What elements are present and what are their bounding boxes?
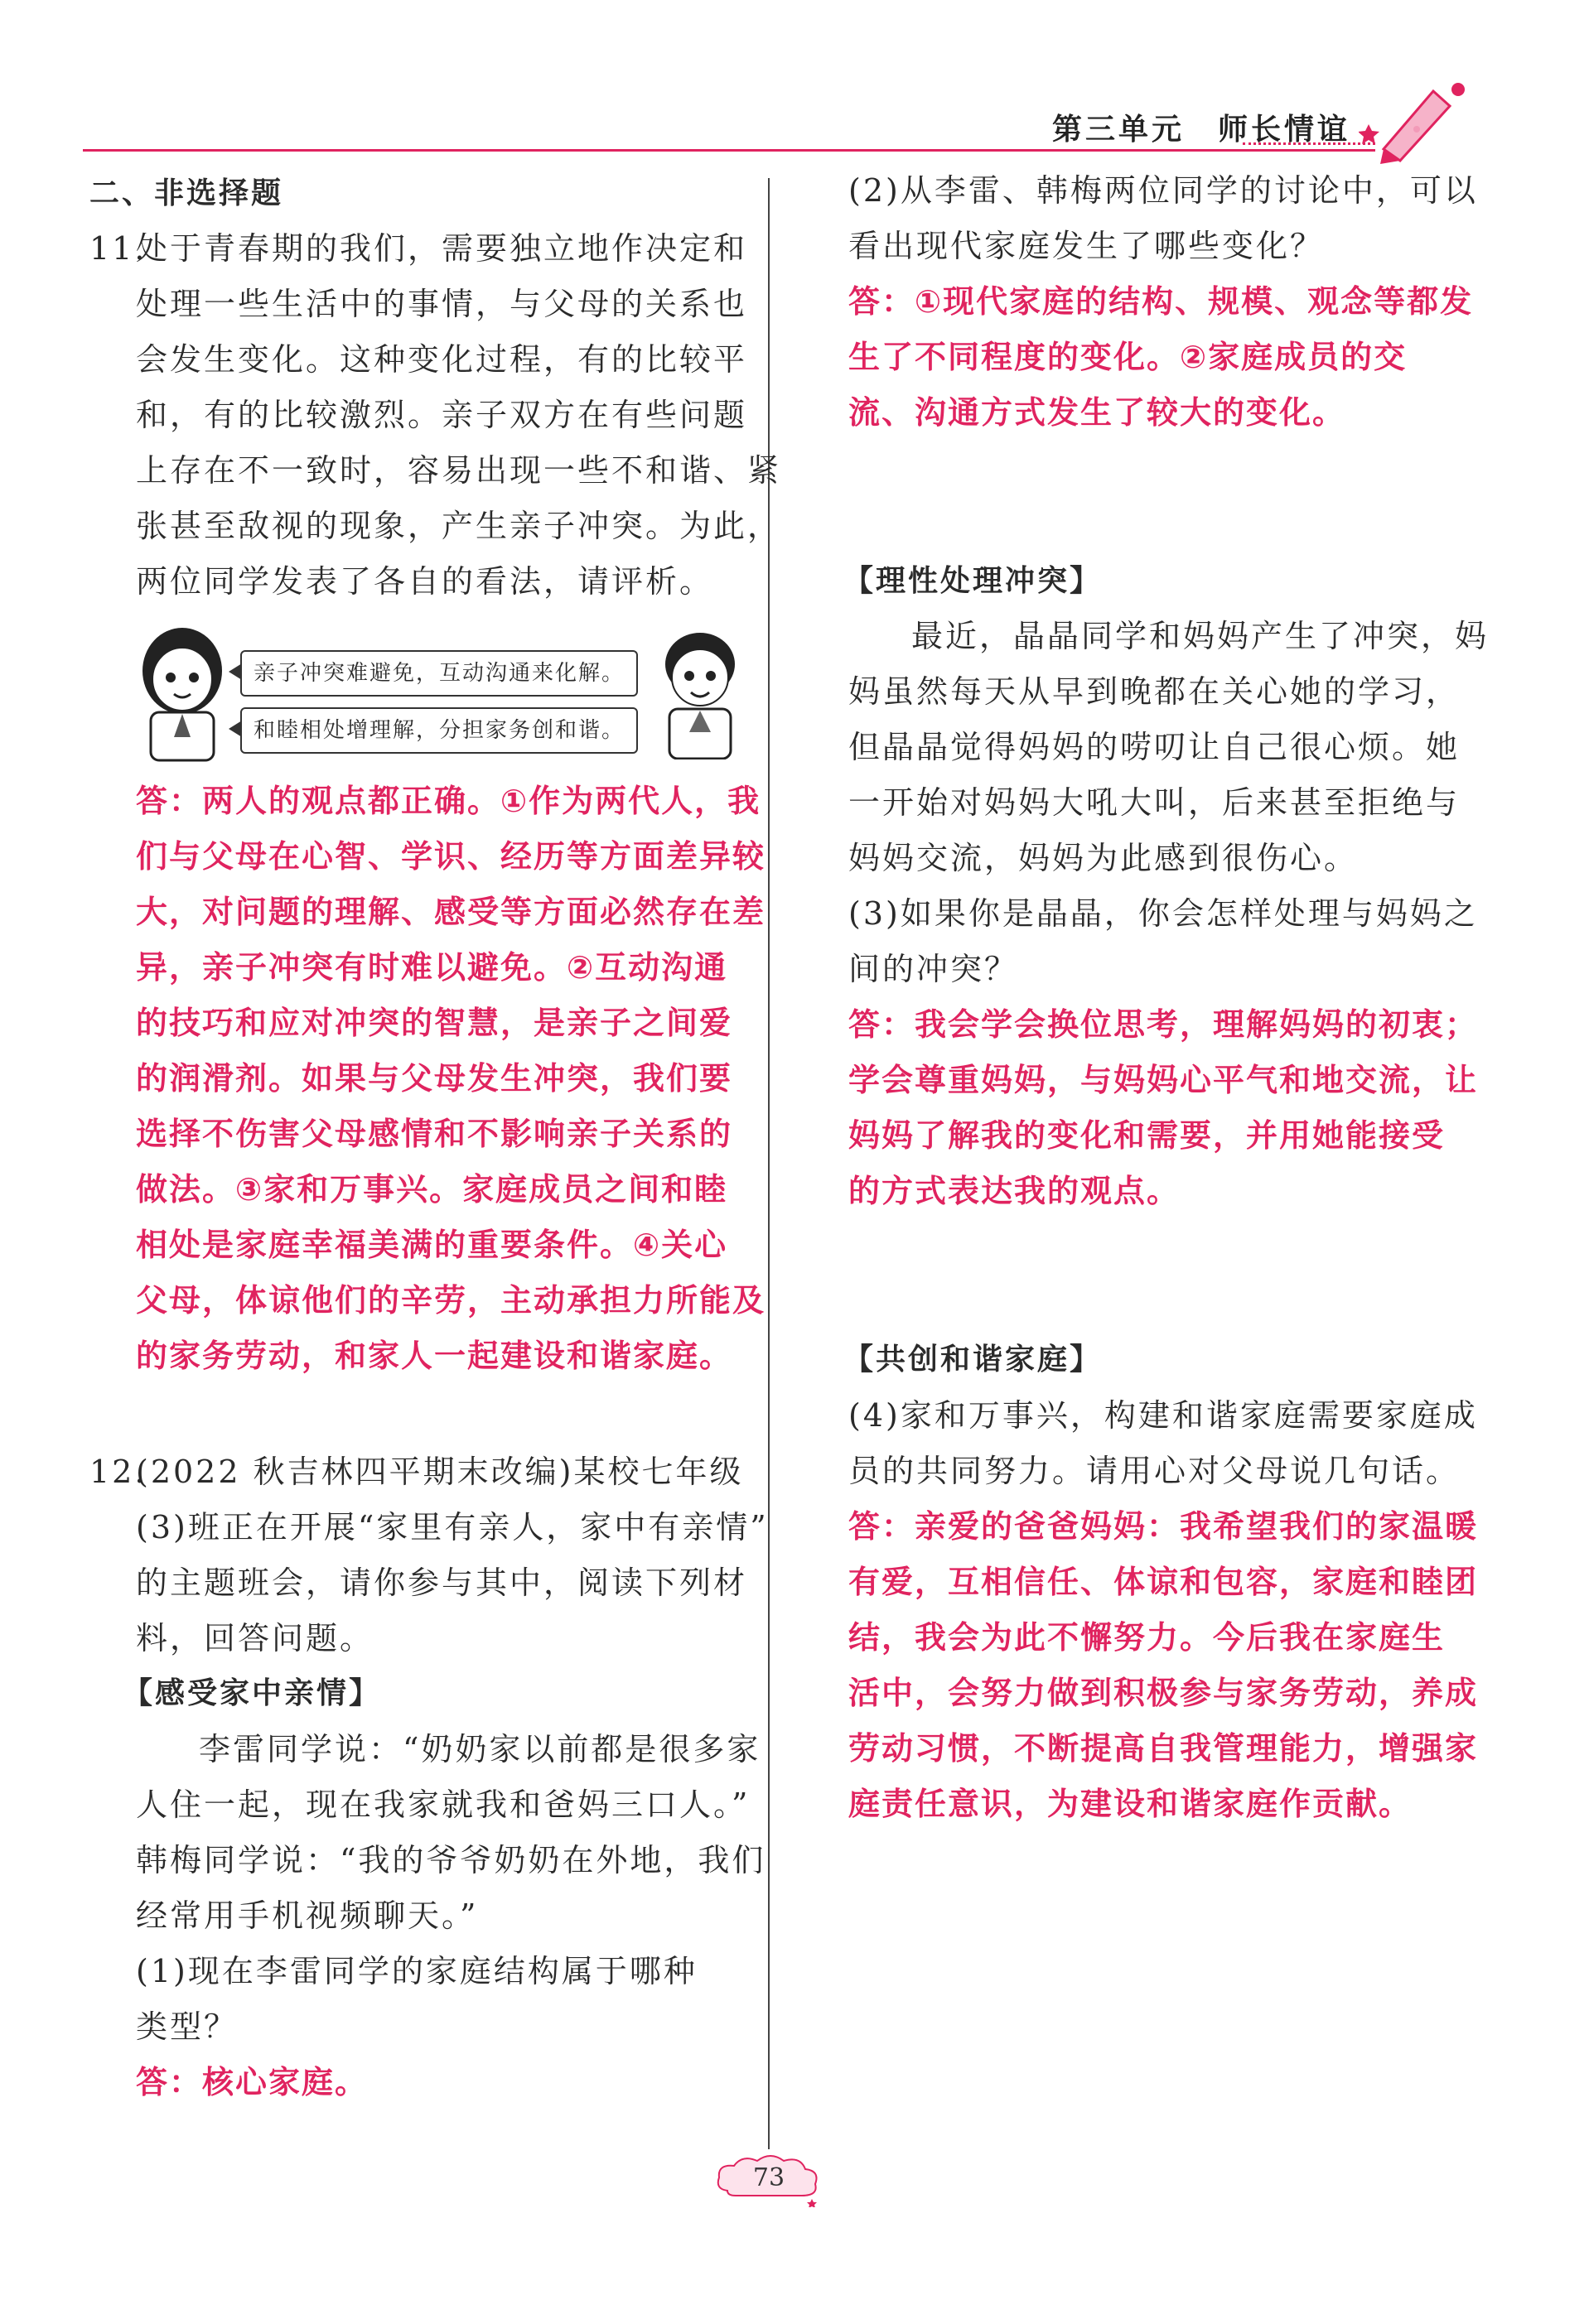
q11-line: 处于青春期的我们，需要独立地作决定和: [136, 230, 748, 267]
header-rule: [83, 149, 1375, 152]
sub-question-line: 间的冲突？: [848, 951, 1019, 987]
sub2-answer-line: 答：①现代家庭的结构、规模、观念等都发: [848, 283, 1474, 320]
material-line: 李雷同学说：“奶奶家以前都是很多家: [199, 1731, 761, 1767]
sub3-answer-line: 妈妈了解我的变化和需要，并用她能接受: [848, 1117, 1446, 1154]
material-line: 韩梅同学说：“我的爷爷奶奶在外地，我们: [136, 1842, 766, 1878]
speech-bubble-girl: 亲子冲突难避免，互动沟通来化解。: [240, 650, 638, 697]
material-line: 最近，晶晶同学和妈妈产生了冲突，妈: [911, 618, 1490, 654]
sub-question-line: 类型？: [136, 2008, 239, 2045]
q12-line: 料，回答问题。: [136, 1620, 374, 1656]
sub-heading: 【理性处理冲突】: [843, 564, 1103, 598]
sub3-answer-line: 答：我会学会换位思考，理解妈妈的初衷；: [848, 1006, 1479, 1043]
material-line: 妈虽然每天从早到晚都在关心她的学习，: [848, 673, 1461, 710]
q12-line: (2022 秋吉林四平期末改编)某校七年级: [136, 1454, 744, 1490]
sub-heading: 【共创和谐家庭】: [843, 1343, 1103, 1377]
sub2-answer-line: 生了不同程度的变化。②家庭成员的交: [848, 339, 1408, 375]
q11-answer-line: 的家务劳动，和家人一起建设和谐家庭。: [136, 1338, 733, 1374]
q11-line: 会发生变化。这种变化过程，有的比较平: [136, 341, 748, 378]
sub3-answer-line: 学会尊重妈妈，与妈妈心平气和地交流，让: [848, 1062, 1479, 1098]
unit-title: 第三单元 师长情谊: [1052, 113, 1351, 147]
material-line: 妈妈交流，妈妈为此感到很伤心。: [848, 840, 1359, 876]
sub-question-line: (3)如果你是晶晶，你会怎样处理与妈妈之: [848, 895, 1478, 932]
q12-line: (3)班正在开展“家里有亲人，家中有亲情”: [136, 1509, 769, 1545]
q11-answer-line: 异，亲子冲突有时难以避免。②互动沟通: [136, 949, 728, 986]
material-line: 但晶晶觉得妈妈的唠叨让自己很心烦。她: [848, 729, 1461, 765]
q11-answer-line: 的技巧和应对冲突的智慧，是亲子之间爱: [136, 1005, 733, 1041]
q11-line: 和，有的比较激烈。亲子双方在有些问题: [136, 397, 748, 433]
sub4-answer-line: 答：亲爱的爸爸妈妈：我希望我们的家温暖: [848, 1508, 1479, 1545]
q11-answer-line: 答：两人的观点都正确。①作为两代人，我: [136, 783, 761, 819]
material-line: 人住一起，现在我家就我和爸妈三口人。”: [136, 1786, 751, 1823]
sub-question-line: (4)家和万事兴，构建和谐家庭需要家庭成: [848, 1397, 1478, 1434]
sub4-answer-line: 结，我会为此不懈努力。今后我在家庭生: [848, 1619, 1446, 1656]
header-dots: [1243, 142, 1375, 147]
sub2-answer-line: 流、沟通方式发生了较大的变化。: [848, 394, 1346, 431]
header-bar: [0, 0, 1589, 166]
sub-question-line: 看出现代家庭发生了哪些变化？: [848, 228, 1325, 264]
sub-heading: 【感受家中亲情】: [123, 1676, 382, 1710]
girl-illustration: [133, 621, 232, 762]
q11-answer-line: 相处是家庭幸福美满的重要条件。④关心: [136, 1227, 728, 1263]
q11-answer-line: 大，对问题的理解、感受等方面必然存在差: [136, 894, 766, 930]
sub4-answer-line: 活中，会努力做到积极参与家务劳动，养成: [848, 1675, 1479, 1711]
sub4-answer-line: 劳动习惯，不断提高自我管理能力，增强家: [848, 1730, 1479, 1767]
boy-illustration: [654, 623, 746, 759]
pencil-star-icon: [1359, 75, 1475, 166]
page-number: 73: [752, 2163, 785, 2192]
q11-answer-line: 父母，体谅他们的辛劳，主动承担力所能及: [136, 1282, 766, 1319]
speech-bubble-boy: 和睦相处增理解，分担家务创和谐。: [240, 707, 638, 754]
question-number: 12.: [89, 1454, 147, 1490]
sub-question-line: 员的共同努力。请用心对父母说几句话。: [848, 1453, 1461, 1489]
sub3-answer-line: 的方式表达我的观点。: [848, 1173, 1181, 1209]
q11-answer-line: 选择不伤害父母感情和不影响亲子关系的: [136, 1116, 733, 1152]
q11-line: 张甚至敌视的现象，产生亲子冲突。为此，: [136, 508, 782, 544]
q11-answer-line: 做法。③家和万事兴。家庭成员之间和睦: [136, 1171, 728, 1208]
question-number: 11.: [89, 230, 147, 267]
q12-line: 的主题班会，请你参与其中，阅读下列材: [136, 1565, 748, 1601]
material-line: 一开始对妈妈大吼大叫，后来甚至拒绝与: [848, 784, 1461, 821]
q11-answer-line: 的润滑剂。如果与父母发生冲突，我们要: [136, 1060, 733, 1097]
q11-answer-line: 们与父母在心智、学识、经历等方面差异较: [136, 838, 766, 875]
q11-line: 处理一些生活中的事情，与父母的关系也: [136, 286, 748, 322]
sub-question-line: (1)现在李雷同学的家庭结构属于哪种: [136, 1953, 698, 1989]
q11-line: 两位同学发表了各自的看法，请评析。: [136, 563, 714, 600]
sub4-answer-line: 有爱，互相信任、体谅和包容，家庭和睦团: [848, 1564, 1479, 1600]
q11-line: 上存在不一致时，容易出现一些不和谐、紧: [136, 452, 782, 489]
sub-question-line: (2)从李雷、韩梅两位同学的讨论中，可以: [848, 172, 1478, 209]
material-line: 经常用手机视频聊天。”: [136, 1897, 479, 1934]
sub1-answer: 答：核心家庭。: [136, 2064, 369, 2100]
sub4-answer-line: 庭责任意识，为建设和谐家庭作贡献。: [848, 1786, 1413, 1822]
section-heading: 二、非选择题: [89, 176, 284, 210]
